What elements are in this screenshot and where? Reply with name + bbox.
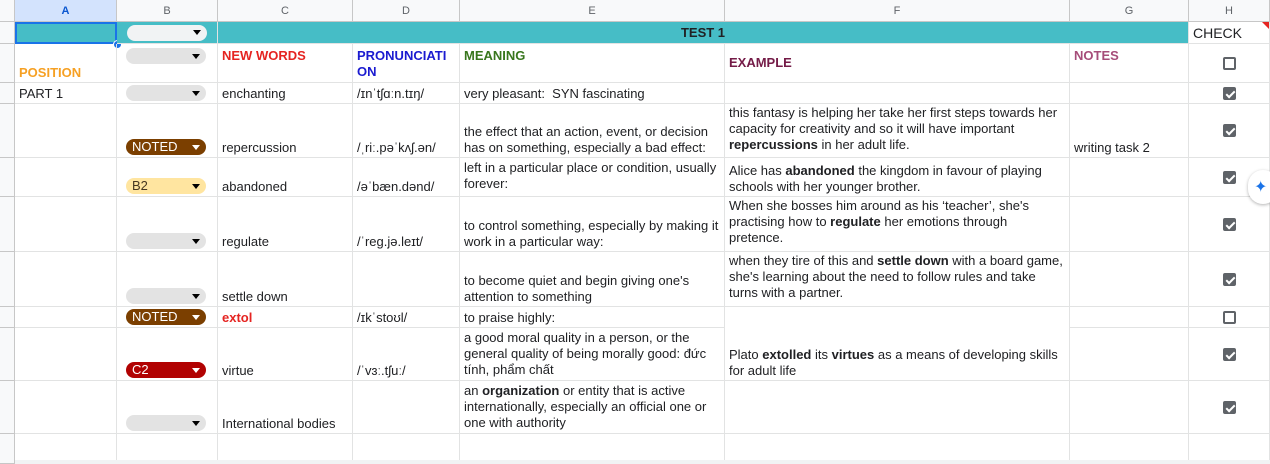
meaning-cell[interactable]: the effect that an action, event, or decision has on something, especially a bad effect: xyxy=(460,104,725,158)
chevron-down-icon xyxy=(192,145,200,150)
check-cell[interactable] xyxy=(1189,328,1270,381)
chevron-down-icon xyxy=(192,368,200,373)
checkbox[interactable] xyxy=(1223,401,1236,414)
tag-dropdown[interactable] xyxy=(126,178,206,194)
chevron-down-icon xyxy=(192,54,200,59)
meaning-cell[interactable]: left in a particular place or condition, usually forever: xyxy=(460,158,725,197)
tag-dropdown[interactable] xyxy=(126,362,206,378)
chevron-down-icon xyxy=(192,315,200,320)
row-header[interactable] xyxy=(0,22,15,44)
example-keyword: extolled xyxy=(762,347,812,362)
meaning-keyword: organization xyxy=(482,383,560,398)
tag-label: NOTED xyxy=(132,139,178,154)
example-keyword: settle down xyxy=(877,253,949,268)
tag-label: NOTED xyxy=(132,309,178,324)
row-header[interactable] xyxy=(0,44,15,83)
check-cell[interactable] xyxy=(1189,44,1270,83)
column-header-c[interactable]: C xyxy=(218,0,353,22)
checkbox[interactable] xyxy=(1223,311,1236,324)
new-words-header[interactable]: NEW WORDS xyxy=(218,44,353,83)
notes-cell[interactable]: writing task 2 xyxy=(1070,104,1189,158)
pron-cell[interactable]: /ɪkˈstoʊl/ xyxy=(353,307,460,328)
row-header[interactable] xyxy=(0,197,15,252)
word-cell[interactable]: virtue xyxy=(218,328,353,381)
pronunciation-header[interactable]: PRONUNCIATI ON xyxy=(353,44,460,83)
check-cell[interactable] xyxy=(1189,307,1270,328)
tag-cell[interactable] xyxy=(117,252,218,307)
checkbox[interactable] xyxy=(1223,87,1236,100)
example-header[interactable]: EXAMPLE xyxy=(725,44,1070,83)
column-header-a[interactable]: A xyxy=(15,0,117,22)
example-cell[interactable] xyxy=(725,252,1070,307)
tag-cell[interactable] xyxy=(117,307,218,328)
checkbox[interactable] xyxy=(1223,348,1236,361)
column-header-e[interactable]: E xyxy=(460,0,725,22)
word-cell[interactable]: extol xyxy=(218,307,353,328)
tag-cell[interactable] xyxy=(117,197,218,252)
position-cell[interactable] xyxy=(15,381,117,434)
title-cell[interactable]: TEST 1 xyxy=(218,22,1189,44)
check-cell[interactable] xyxy=(1189,104,1270,158)
pron-cell[interactable]: /ɪnˈtʃɑːn.tɪŋ/ xyxy=(353,83,460,104)
check-cell[interactable] xyxy=(1189,252,1270,307)
check-cell[interactable] xyxy=(1189,197,1270,252)
position-header[interactable]: POSITION xyxy=(15,44,117,83)
tag-dropdown[interactable] xyxy=(126,139,206,155)
position-cell[interactable] xyxy=(15,307,117,328)
column-header-d[interactable]: D xyxy=(353,0,460,22)
example-cell[interactable] xyxy=(725,158,1070,197)
example-keyword: repercussions xyxy=(729,137,818,152)
example-text: When she bosses him around as his ‘teacher’, she's practising how to xyxy=(729,198,1033,229)
notes-cell[interactable] xyxy=(1070,158,1189,197)
position-cell[interactable] xyxy=(15,252,117,307)
column-header-h[interactable]: H xyxy=(1189,0,1270,22)
checkbox[interactable] xyxy=(1223,124,1236,137)
tag-label: C2 xyxy=(132,362,149,377)
tag-dropdown[interactable] xyxy=(126,85,206,101)
chevron-down-icon xyxy=(192,91,200,96)
notes-cell[interactable] xyxy=(1070,252,1189,307)
example-text: her emotions through pretence. xyxy=(729,214,1011,245)
example-text: this fantasy is helping her take her first steps towards her capacity for creativity and so it will have important xyxy=(729,105,1061,136)
chevron-down-icon xyxy=(192,239,200,244)
tag-cell[interactable] xyxy=(117,381,218,434)
example-text: as a means of developing skills for adult life xyxy=(729,347,1062,378)
example-cell[interactable] xyxy=(725,197,1070,252)
check-cell[interactable] xyxy=(1189,381,1270,434)
example-keyword: virtues xyxy=(831,347,875,362)
row-header[interactable] xyxy=(0,328,15,381)
pron-cell[interactable] xyxy=(353,252,460,307)
notes-cell[interactable] xyxy=(1070,381,1189,434)
column-header-f[interactable]: F xyxy=(725,0,1070,22)
checkbox[interactable] xyxy=(1223,273,1236,286)
meaning-cell[interactable]: to praise highly: xyxy=(460,307,725,328)
tag-dropdown[interactable] xyxy=(126,233,206,249)
word-cell[interactable]: abandoned xyxy=(218,158,353,197)
chevron-down-icon xyxy=(192,294,200,299)
checkbox[interactable] xyxy=(1223,218,1236,231)
chevron-down-icon xyxy=(192,184,200,189)
notes-header[interactable]: NOTES xyxy=(1070,44,1189,83)
position-cell[interactable] xyxy=(15,158,117,197)
chevron-down-icon xyxy=(192,421,200,426)
notes-cell[interactable] xyxy=(1070,307,1189,328)
example-text: its xyxy=(811,347,832,362)
row-header[interactable] xyxy=(0,83,15,104)
row-header[interactable] xyxy=(0,104,15,158)
meaning-cell[interactable] xyxy=(460,381,725,434)
tag-label: B2 xyxy=(132,178,148,193)
tag-cell[interactable] xyxy=(117,328,218,381)
check-header[interactable]: CHECK xyxy=(1189,22,1270,44)
word-cell[interactable]: regulate xyxy=(218,197,353,252)
word-cell[interactable]: International bodies xyxy=(218,381,353,434)
dropdown-chip[interactable] xyxy=(126,48,206,64)
tag-dropdown[interactable] xyxy=(126,288,206,304)
example-cell[interactable] xyxy=(725,104,1070,158)
example-cell[interactable] xyxy=(725,381,1070,434)
position-cell[interactable] xyxy=(15,197,117,252)
tag-cell[interactable] xyxy=(117,158,218,197)
word-cell[interactable]: settle down xyxy=(218,252,353,307)
position-cell[interactable]: PART 1 xyxy=(15,83,117,104)
row-header[interactable] xyxy=(0,434,15,464)
example-cell[interactable] xyxy=(725,83,1070,104)
pron-cell[interactable] xyxy=(353,381,460,434)
example-text: Alice has xyxy=(729,163,786,178)
meaning-cell[interactable]: a good moral quality in a person, or the general quality of being morally good: đức tính, phẩm chất xyxy=(460,328,725,381)
column-header-b[interactable]: B xyxy=(117,0,218,22)
example-keyword: regulate xyxy=(830,214,881,229)
cell-a1-selected[interactable] xyxy=(15,22,117,44)
row-header[interactable] xyxy=(0,381,15,434)
word-cell[interactable]: repercussion xyxy=(218,104,353,158)
example-text: the kingdom in favour of playing schools with her younger brother. xyxy=(729,163,1046,194)
meaning-cell[interactable]: to become quiet and begin giving one's attention to something xyxy=(460,252,725,307)
example-text: Plato xyxy=(729,347,763,362)
dropdown-chip[interactable] xyxy=(127,25,207,41)
meaning-text: or entity that is active internationally, especially an official one or one with authority xyxy=(464,383,710,430)
example-cell-merged[interactable] xyxy=(725,307,1070,381)
tag-dropdown[interactable] xyxy=(126,415,206,431)
meaning-cell[interactable]: very pleasant: SYN fascinating xyxy=(460,83,725,104)
word-cell[interactable]: enchanting xyxy=(218,83,353,104)
position-cell[interactable] xyxy=(15,328,117,381)
check-cell[interactable] xyxy=(1189,83,1270,104)
position-cell[interactable] xyxy=(15,104,117,158)
example-text: with a board game, she's learning about the need to follow rules and take turns with a partner. xyxy=(729,253,1067,300)
checkbox[interactable] xyxy=(1223,57,1236,70)
pron-cell[interactable]: /ˈvɜː.tʃuː/ xyxy=(353,328,460,381)
notes-cell[interactable] xyxy=(1070,83,1189,104)
notes-cell[interactable] xyxy=(1070,197,1189,252)
comment-indicator xyxy=(1262,22,1269,29)
meaning-text: an xyxy=(464,383,483,398)
select-all-corner[interactable] xyxy=(0,0,15,22)
example-text: when they tire of this and xyxy=(729,253,878,268)
horizontal-scrollbar[interactable] xyxy=(15,460,1270,464)
pron-cell[interactable]: /ˌriː.pəˈkʌʃ.ən/ xyxy=(353,104,460,158)
cell-b1[interactable] xyxy=(117,22,218,44)
meaning-cell[interactable]: to control something, especially by making it work in a particular way: xyxy=(460,197,725,252)
column-header-g[interactable]: G xyxy=(1070,0,1189,22)
row-header[interactable] xyxy=(0,252,15,307)
tag-dropdown[interactable] xyxy=(126,309,206,325)
example-text: in her adult life. xyxy=(817,137,910,152)
chevron-down-icon xyxy=(193,30,201,35)
notes-cell[interactable] xyxy=(1070,328,1189,381)
row-header[interactable] xyxy=(0,158,15,197)
tag-cell[interactable] xyxy=(117,104,218,158)
cell-b2[interactable] xyxy=(117,44,218,83)
pron-cell[interactable]: /əˈbæn.dənd/ xyxy=(353,158,460,197)
row-header[interactable] xyxy=(0,307,15,328)
pron-cell[interactable]: /ˈreɡ.jə.leɪt/ xyxy=(353,197,460,252)
checkbox[interactable] xyxy=(1223,171,1236,184)
meaning-header[interactable]: MEANING xyxy=(460,44,725,83)
example-keyword: abandoned xyxy=(785,163,855,178)
gemini-icon[interactable]: ✦ xyxy=(1248,170,1270,204)
tag-cell[interactable] xyxy=(117,83,218,104)
